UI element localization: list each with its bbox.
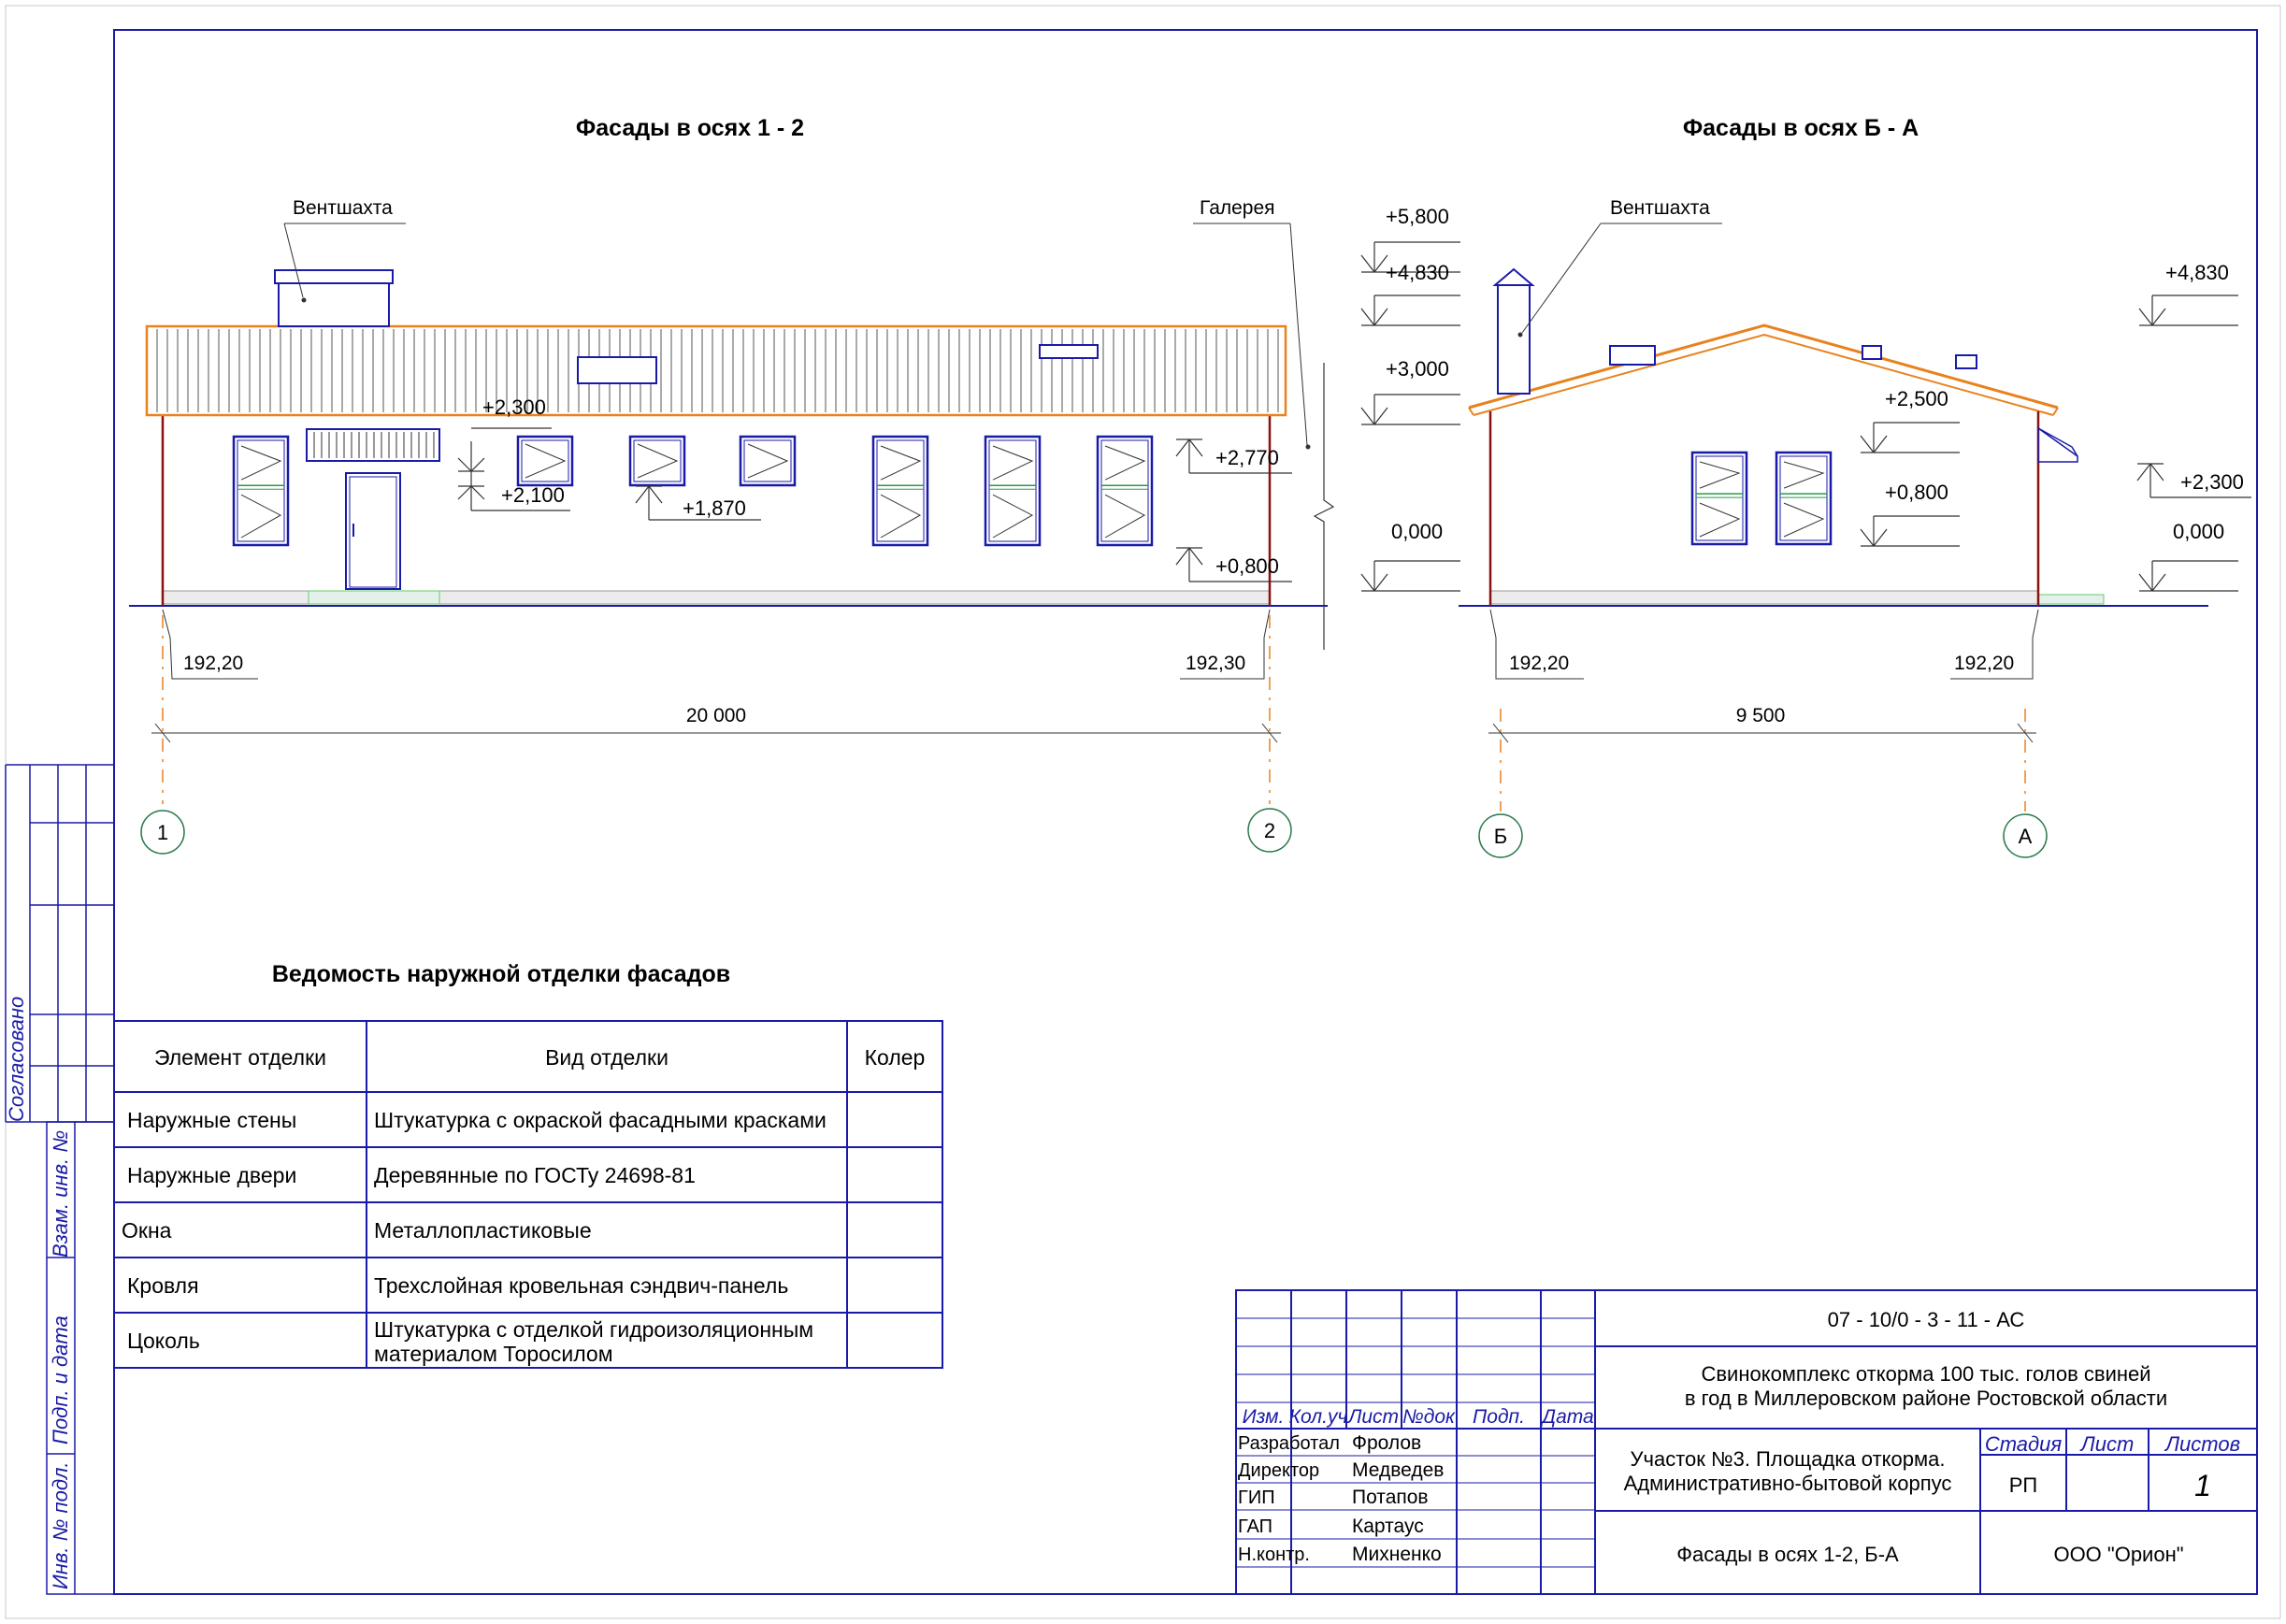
window-tall	[1692, 453, 1747, 544]
stamp-role: Н.контр.	[1238, 1545, 1310, 1565]
schedule-row-element: Цоколь	[127, 1329, 200, 1353]
leader-vent-right-dot	[1518, 333, 1523, 338]
stamp-role: ГАП	[1238, 1516, 1272, 1537]
stamp-role: ГИП	[1238, 1487, 1275, 1508]
roof-vent-2	[1040, 345, 1098, 358]
level-left-0800-text: +0,800	[1215, 554, 1279, 578]
label-vent-left: Вентшахта	[293, 197, 393, 219]
schedule-row-finish: Штукатурка с окраской фасадными красками	[374, 1108, 827, 1132]
level-mid-4830	[1361, 295, 1460, 325]
title-left: Фасады в осях 1 - 2	[575, 115, 805, 141]
schedule-row-element: Наружные двери	[127, 1163, 297, 1187]
stamp-stage: РП	[2008, 1473, 2038, 1497]
stamp-col-header: №док	[1402, 1406, 1455, 1428]
roof-vent-1	[578, 357, 656, 383]
plinth-right	[1490, 591, 2038, 604]
title-right: Фасады в осях Б - А	[1682, 115, 1919, 141]
stamp-col-header: Изм.	[1242, 1406, 1285, 1428]
schedule-row-finish: Штукатурка с отделкой гидроизоляционным	[374, 1317, 814, 1342]
ridge-vent-1	[1610, 346, 1655, 365]
gallery-stub	[2038, 428, 2078, 462]
axis-label-b: Б	[1493, 825, 1508, 848]
door-canopy	[307, 429, 439, 461]
level-left-2100: +2,100	[501, 483, 565, 507]
stamp-role: Директор	[1238, 1460, 1320, 1481]
leader-vent-right-tail	[1522, 223, 1601, 333]
dim-right: 9 500	[1735, 705, 1786, 726]
window-small	[740, 437, 795, 485]
stamp-org: ООО "Орион"	[2053, 1543, 2184, 1566]
leader-gallery-tail	[1290, 223, 1307, 445]
label-gallery: Галерея	[1200, 197, 1275, 219]
roof-left	[147, 326, 1286, 415]
ground-left-r: 192,30	[1186, 653, 1246, 674]
ground-right-l: 192,20	[1509, 653, 1570, 674]
vent-shaft-right	[1498, 285, 1530, 394]
window-tall	[985, 437, 1040, 545]
gable-roof-inner	[1474, 335, 2053, 415]
levels-mid	[1361, 205, 1460, 591]
side-inv-orig: Инв. № подл.	[49, 1461, 72, 1589]
schedule-row-element: Кровля	[127, 1273, 199, 1298]
schedule-header-color: Колер	[864, 1045, 926, 1070]
window-tall	[873, 437, 927, 545]
stamp-code: 07 - 10/0 - 3 - 11 - АС	[1827, 1308, 2025, 1331]
level-mid-0000-text: 0,000	[1391, 520, 1444, 543]
stamp-role: Разработал	[1238, 1433, 1340, 1454]
ridge-vent-2	[1862, 346, 1881, 359]
schedule-row-finish-2: материалом Торосилом	[374, 1342, 613, 1366]
plinth-right-step	[2038, 595, 2104, 604]
stamp-site-line2: Административно-бытовой корпус	[1623, 1472, 1952, 1495]
side-agreed: Согласовано	[5, 996, 28, 1122]
window-small	[518, 437, 572, 485]
schedule-table	[114, 1021, 942, 1368]
level-right-2300-text: +2,300	[2180, 470, 2244, 494]
vent-shaft-left	[279, 280, 389, 326]
schedule-row-finish: Металлопластиковые	[374, 1218, 592, 1243]
levels-right	[1861, 261, 2251, 591]
title-schedule: Ведомость наружной отделки фасадов	[271, 961, 731, 987]
level-right-0800-text: +0,800	[1885, 481, 1948, 504]
level-left-2300: +2,300	[482, 395, 546, 419]
level-right-2500-text: +2,500	[1885, 387, 1948, 410]
level-left-1870-text: +1,870	[683, 496, 746, 520]
stamp-name: Медведев	[1352, 1459, 1445, 1481]
stamp-col-header: Кол.уч	[1288, 1406, 1348, 1428]
dim-left: 20 000	[685, 705, 747, 726]
stamp-name: Михненко	[1352, 1544, 1442, 1565]
level-right-4830-text: +4,830	[2165, 261, 2229, 284]
vent-shaft-cap-left	[275, 270, 393, 283]
leader-gallery-dot	[1306, 445, 1311, 450]
ground-ticks	[163, 610, 2038, 679]
stamp-sheet-title: Фасады в осях 1-2, Б-А	[1676, 1543, 1899, 1566]
stamp-sheets-total: 1	[2194, 1469, 2211, 1502]
level-mid-3000	[1361, 395, 1460, 424]
leader-vent-left-dot	[302, 298, 307, 303]
stamp-name: Картаус	[1352, 1516, 1424, 1537]
stamp-project-line1: Свинокомплекс откорма 100 тыс. голов свиней	[1701, 1362, 2151, 1386]
schedule-row-finish: Деревянные по ГОСТу 24698-81	[374, 1163, 696, 1187]
level-mid-4830-text: +4,830	[1386, 261, 1449, 284]
side-inv-vzam: Взам. инв. №	[49, 1129, 72, 1258]
axis-label-2: 2	[1263, 819, 1276, 842]
stamp-stage-header: Стадия	[1984, 1432, 2063, 1456]
vent-shaft-right-cap	[1495, 269, 1532, 285]
stamp-sheets-header: Листов	[2164, 1432, 2241, 1456]
level-right-0800	[1861, 516, 1960, 546]
schedule-row-element: Окна	[122, 1218, 172, 1243]
stamp-name: Фролов	[1352, 1432, 1422, 1454]
schedule-row-element: Наружные стены	[127, 1108, 297, 1132]
ground-left-l: 192,20	[183, 653, 244, 674]
level-mid-5800-text: +5,800	[1386, 205, 1449, 228]
level-right-0000	[2139, 561, 2238, 591]
level-right-2500	[1861, 423, 1960, 453]
stamp-project-line2: в год в Миллеровском районе Ростовской области	[1684, 1387, 2168, 1410]
level-mid-3000-text: +3,000	[1386, 357, 1449, 381]
schedule-header-finish: Вид отделки	[545, 1045, 669, 1070]
level-mid-0000	[1361, 561, 1460, 591]
window-tall	[1098, 437, 1152, 545]
label-vent-right: Вентшахта	[1610, 197, 1710, 219]
schedule-header-element: Элемент отделки	[153, 1045, 327, 1070]
roof-eave-right	[2053, 408, 2058, 415]
title-block	[1236, 1290, 2257, 1594]
stamp-sheet-header: Лист	[2080, 1432, 2135, 1456]
side-sign-date: Подп. и дата	[49, 1315, 72, 1444]
level-left-2770-text: +2,770	[1215, 446, 1279, 469]
axis-label-1: 1	[156, 821, 169, 844]
level-right-4830	[2139, 295, 2238, 325]
ground-right-r: 192,20	[1954, 653, 2015, 674]
window-tall	[1776, 453, 1831, 544]
stamp-col-header: Дата	[1542, 1406, 1594, 1428]
window-small	[630, 437, 684, 485]
roof-eave-left	[1469, 408, 1474, 415]
level-right-0000-text: 0,000	[2173, 520, 2225, 543]
schedule-row-finish: Трехслойная кровельная сэндвич-панель	[374, 1273, 789, 1298]
stamp-site-line1: Участок №3. Площадка откорма.	[1630, 1447, 1946, 1471]
stamp-col-header: Лист	[1347, 1406, 1400, 1428]
axis-label-a: А	[2018, 825, 2033, 848]
windows-right	[1692, 453, 1831, 544]
dimension-lines	[151, 724, 2036, 742]
stamp-name: Потапов	[1352, 1487, 1429, 1508]
stamp-col-header: Подп.	[1473, 1406, 1525, 1428]
ridge-vent-3	[1956, 355, 1977, 368]
entry-steps	[309, 591, 439, 604]
window-tall	[234, 437, 288, 545]
